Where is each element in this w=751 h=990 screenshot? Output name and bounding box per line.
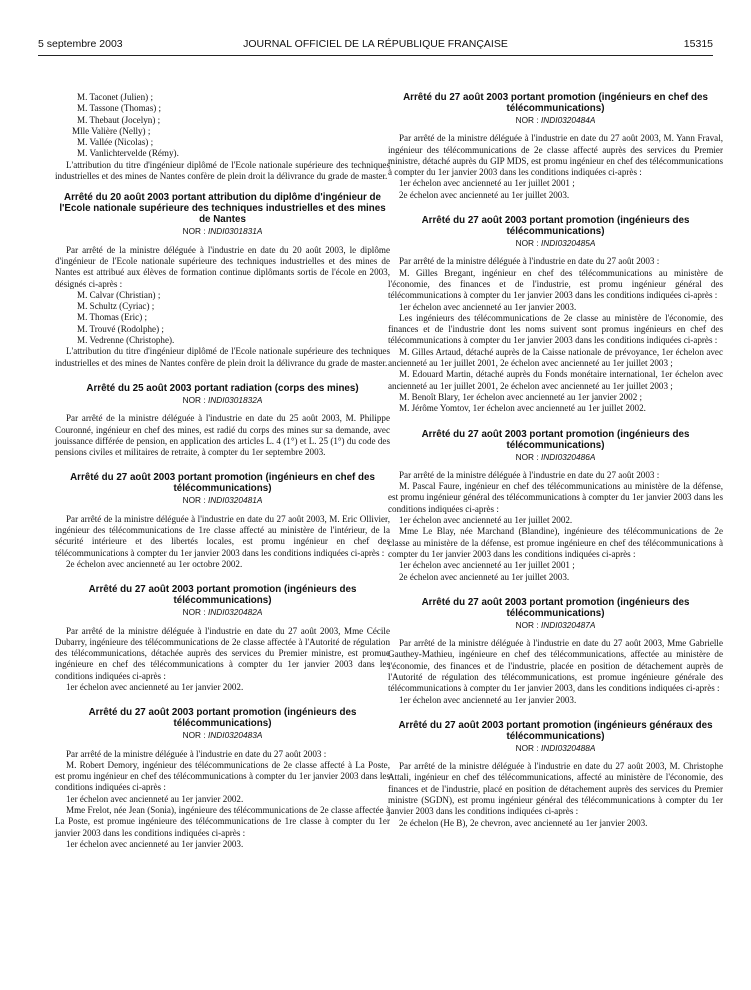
nor-reference: NOR : INDI0301832A <box>182 394 263 405</box>
journal-title: JOURNAL OFFICIEL DE LA RÉPUBLIQUE FRANÇAISE <box>243 38 508 50</box>
article-title: Arrêté du 27 août 2003 portant promotion (ingénieurs des télécommunications) <box>88 584 357 607</box>
list-item: Mlle Valière (Nelly) ; <box>72 125 151 136</box>
nor-reference: NOR : INDI0320487A <box>515 619 596 630</box>
paragraph: M. Jérôme Yomtov, 1er échelon avec ancienneté au 1er juillet 2002. <box>399 403 646 414</box>
list-item: M. Vallée (Nicolas) ; <box>77 137 154 148</box>
paragraph: 1er échelon avec ancienneté au 1er juillet 2001 ; <box>399 560 575 571</box>
paragraph: Mme Frelot, née Jean (Sonia), ingénieure des télécommunications de 2e classe affectée à La Poste, est promue ingénieure des télécommunications de 1re classe à compter du 1er janvier 2003 dans les conditions indiquées ci-après : <box>55 805 390 838</box>
list-item: M. Thomas (Eric) ; <box>77 312 148 323</box>
graduate-list-top <box>55 92 390 160</box>
paragraph: L'attribution du titre d'ingénieur diplômé de l'Ecole nationale supérieure des techniques industrielles et des mines de Nantes confère de plein droit la délivrance du grade de master. <box>55 346 390 368</box>
paragraph: 2e échelon avec ancienneté au 1er juillet 2003. <box>399 571 570 582</box>
paragraph: L'attribution du titre d'ingénieur diplômé de l'Ecole nationale supérieure des techniques industrielles et des mines de Nantes confère de plein droit la délivrance du grade de master. <box>55 159 390 182</box>
header-rule <box>38 55 713 56</box>
paragraph: Par arrêté de la ministre déléguée à l'industrie en date du 27 août 2003 : <box>399 469 660 480</box>
paragraph: 2e échelon (He B), 2e chevron, avec ancienneté au 1er janvier 2003. <box>399 817 648 828</box>
paragraph: 2e échelon avec ancienneté au 1er octobre 2002. <box>66 558 243 569</box>
paragraph: Par arrêté de la ministre déléguée à l'industrie en date du 27 août 2003, M. Christophe Attali, ingénieur en chef des télécommunications, affecté au ministère de l'économie, des finances et de l'industrie, placé en position de détachement auprès des services du Premier ministre (SGDN), est promu ingénieur général des télécommunications à compter du 1er janvier 2003 dans les conditions indiquées ci-après : <box>388 761 723 817</box>
nor-reference: NOR : INDI0320485A <box>515 238 596 249</box>
paragraph: Par arrêté de la ministre déléguée à l'industrie en date du 20 août 2003, le diplôme d'ingénieur de l'Ecole nationale supérieure des techniques industrielles et des mines de Nantes est attribué aux élèves de formation continue diplômants sortis de l'école en 2003, désignés ci-après : <box>55 244 390 289</box>
nor-reference: NOR : INDI0301831A <box>182 226 263 237</box>
article-title: Arrêté du 25 août 2003 portant radiation (corps des mines) <box>86 382 359 394</box>
page-number: 15315 <box>683 38 713 50</box>
paragraph: M. Gilles Artaud, détaché auprès de la Caisse nationale de prévoyance, 1er échelon avec ancienneté au 1er juillet 2001, 2e échelon avec ancienneté au 1er juillet 2003 ; <box>388 346 723 369</box>
issue-date: 5 septembre 2003 <box>38 38 123 50</box>
article-title: Arrêté du 27 août 2003 portant promotion (ingénieurs en chef des télécommunications) <box>70 472 375 495</box>
paragraph: M. Robert Demory, ingénieur des télécommunications de 2e classe affecté à La Poste, est promu ingénieur en chef des télécommunications à compter du 1er janvier 2003 dans les conditions indiquées ci-après : <box>55 759 390 793</box>
paragraph: 1er échelon avec ancienneté au 1er juillet 2002. <box>399 515 573 526</box>
paragraph: 1er échelon avec ancienneté au 1er janvier 2003. <box>399 694 577 705</box>
list-item: M. Tassone (Thomas) ; <box>77 103 162 114</box>
graduate-list <box>55 290 390 346</box>
paragraph: Par arrêté de la ministre déléguée à l'industrie en date du 27 août 2003, M. Yann Fraval, ingénieur des télécommunications de 2e classe affecté auprès des services du Premier ministre, détaché auprès du GIP MDS, est promu ingénieur en chef des télécommunications à compter du 1er janvier 2003 dans les conditions indiquées ci-après : <box>388 133 723 178</box>
nor-reference: NOR : INDI0320482A <box>182 607 263 618</box>
paragraph: 1er échelon avec ancienneté au 1er janvier 2002. <box>66 793 244 804</box>
paragraph: Les ingénieurs des télécommunications de 2e classe au ministère de l'économie, des finances et de l'industrie dont les noms suivent sont promus ingénieurs en chef des télécommunications à compter du 1er janvier 2003 dans les conditions indiquées ci-après : <box>388 312 723 346</box>
nor-reference: NOR : INDI0320481A <box>182 495 263 506</box>
article-title: Arrêté du 27 août 2003 portant promotion (ingénieurs des télécommunications) <box>421 596 690 619</box>
list-item: M. Thebaut (Jocelyn) ; <box>77 114 161 125</box>
paragraph: 1er échelon avec ancienneté au 1er juillet 2001 ; <box>399 178 575 189</box>
list-item: M. Trouvé (Rodolphe) ; <box>77 323 164 334</box>
article-title: Arrêté du 20 août 2003 portant attribution du diplôme d'ingénieur de l'Ecole nationale supérieure des techniques industrielles et des mines de Nantes <box>59 192 386 226</box>
list-item: M. Vedrenne (Christophe). <box>77 335 175 346</box>
paragraph: Par arrêté de la ministre déléguée à l'industrie en date du 25 août 2003, M. Philippe Couronné, ingénieur en chef des mines, est radié du corps des mines sur sa demande, avec jouissance différée de pension, en application des articles L. 4 (1°) et L. 25 (1°) du code des pensions civiles et militaires de retraite, à compter du 1er septembre 2003. <box>55 413 390 458</box>
paragraph: Par arrêté de la ministre déléguée à l'industrie en date du 27 août 2003, Mme Gabrielle Gauthey-Mathieu, ingénieure en chef des télécommunications, affectée au ministère de l'économie, des finances et de l'industrie, placée en position de détachement auprès de l'Autorité de régulation des télécommunications, est promue ingénieure générale des télécommunications à compter du 1er janvier 2003, dans les conditions indiquées ci-après : <box>388 638 723 694</box>
paragraph: M. Benoît Blary, 1er échelon avec ancienneté au 1er janvier 2002 ; <box>399 391 643 402</box>
nor-reference: NOR : INDI0320484A <box>515 115 596 125</box>
nor-reference: NOR : INDI0320483A <box>182 730 263 741</box>
paragraph: M. Gilles Bregant, ingénieur en chef des télécommunications au ministère de l'économie, des finances et de l'industrie, est promu ingénieur général des télécommunications à compter du 1er janvier 2003 dans les conditions indiquées ci-après : <box>388 267 723 301</box>
paragraph: Par arrêté de la ministre déléguée à l'industrie en date du 27 août 2003 : <box>399 256 660 267</box>
paragraph: 2e échelon avec ancienneté au 1er juillet 2003. <box>399 189 570 200</box>
paragraph: Par arrêté de la ministre déléguée à l'industrie en date du 27 août 2003, Mme Cécile Dubarry, ingénieure des télécommunications de 2e classe affectée à l'Autorité de régulation des télécommunications, détachée auprès des services du Premier ministre, est promue ingénieure en chef des télécommunications à compter du 1er janvier 2003 dans les conditions indiquées ci-après : <box>55 625 390 681</box>
article-title: Arrêté du 27 août 2003 portant promotion (ingénieurs des télécommunications) <box>421 428 690 451</box>
article-title: Arrêté du 27 août 2003 portant promotion (ingénieurs généraux des télécommunications) <box>398 719 713 742</box>
paragraph: 1er échelon avec ancienneté au 1er janvier 2002. <box>66 681 244 692</box>
paragraph: M. Pascal Faure, ingénieur en chef des télécommunications au ministère de la défense, est promu ingénieur général des télécommunications à compter du 1er janvier 2003 dans les conditions indiquées ci-après : <box>388 481 723 514</box>
nor-reference: NOR : INDI0320486A <box>515 451 596 462</box>
right-column <box>388 92 723 829</box>
nor-reference: NOR : INDI0320488A <box>515 742 596 753</box>
page-header <box>38 38 713 54</box>
paragraph: Mme Le Blay, née Marchand (Blandine), ingénieure des télécommunications de 2e classe au ministère de la défense, est promue ingénieure en chef des télécommunications à compter du 1er janvier 2003 dans les conditions indiquées ci-après : <box>388 526 723 559</box>
left-column <box>55 92 390 850</box>
article-title: Arrêté du 27 août 2003 portant promotion (ingénieurs des télécommunications) <box>88 707 357 730</box>
list-item: M. Calvar (Christian) ; <box>77 289 161 300</box>
list-item: M. Schultz (Cyriac) ; <box>77 301 155 312</box>
article-title: Arrêté du 27 août 2003 portant promotion (ingénieurs en chef des télécommunications) <box>403 92 708 114</box>
paragraph: Par arrêté de la ministre déléguée à l'industrie en date du 27 août 2003, M. Eric Ollivier, ingénieur des télécommunications de 1re classe affecté au ministère de l'intérieur, de la sécurité intérieure et des libertés locales, est promu ingénieur en chef des télécommunications à compter du 1er janvier 2003 dans les conditions indiquées ci-après : <box>55 513 390 558</box>
paragraph: M. Edouard Martin, détaché auprès du Fonds monétaire international, 1er échelon avec ancienneté au 1er juillet 2001, 2e échelon avec ancienneté au 1er juillet 2003 ; <box>388 369 723 391</box>
paragraph: Par arrêté de la ministre déléguée à l'industrie en date du 27 août 2003 : <box>66 748 327 759</box>
paragraph: 1er échelon avec ancienneté au 1er janvier 2003. <box>66 838 244 849</box>
list-item: M. Vanlichtervelde (Rémy). <box>77 148 179 159</box>
article-title: Arrêté du 27 août 2003 portant promotion (ingénieurs des télécommunications) <box>421 215 690 238</box>
list-item: M. Taconet (Julien) ; <box>77 92 153 102</box>
paragraph: 1er échelon avec ancienneté au 1er janvier 2003. <box>399 301 577 312</box>
